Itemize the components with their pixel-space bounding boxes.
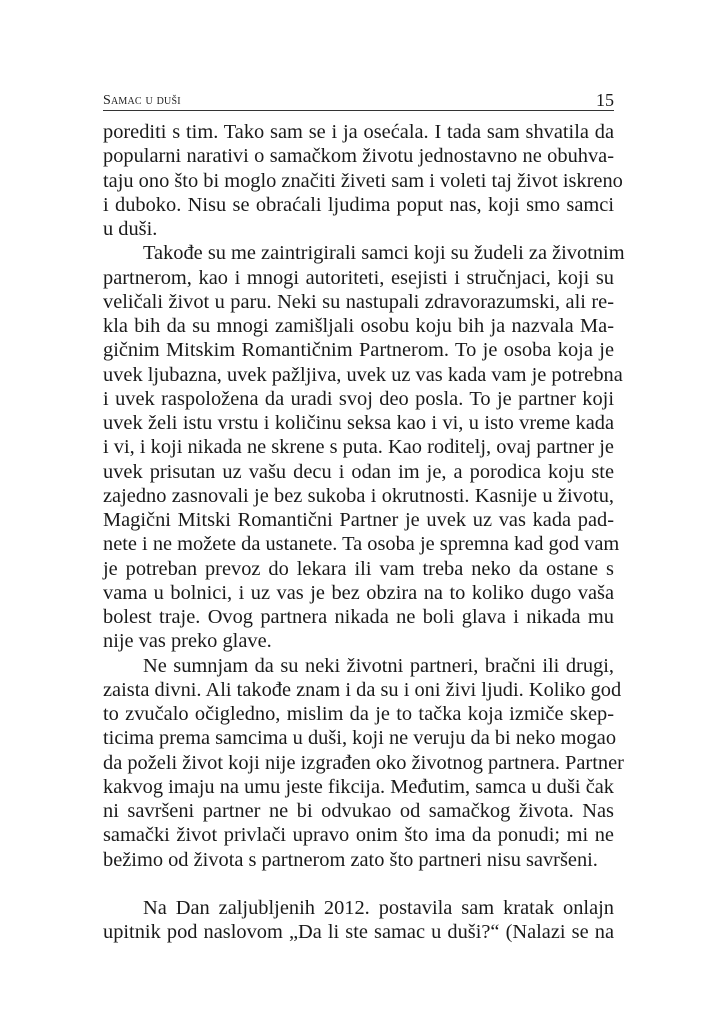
paragraph <box>103 241 625 653</box>
text-line: veličali život u paru. Neki su nastupali zdravorazumski, ali re- <box>103 290 614 313</box>
paragraph <box>103 896 614 945</box>
text-line: Na Dan zaljubljenih 2012. postavila sam kratak onlajn <box>143 896 614 919</box>
text-line: ni savršeni partner ne bi odvukao od samačkog života. Nas <box>103 800 614 822</box>
text-line: u duši. <box>103 218 158 240</box>
text-line: uvek želi istu vrstu i količinu seksa kao i vi, u isto vreme kada <box>103 412 614 434</box>
text-line: taju ono što bi moglo značiti živeti sam i voleti taj život iskreno <box>103 169 623 192</box>
running-title: Samac u duši <box>103 93 181 108</box>
text-line: gičnim Mitskim Romantičnim Partnerom. To je osoba koja je <box>103 339 614 362</box>
text-line: i uvek raspoložena da uradi svoj deo posla. To je partner koji <box>103 387 614 410</box>
text-line: Ne sumnjam da su neki životni partneri, bračni ili drugi, <box>143 654 614 677</box>
text-line: i vi, i koji nikada ne skrene s puta. Kao roditelj, ovaj partner je <box>103 436 614 459</box>
running-header <box>103 88 614 111</box>
text-line: uvek ljubazna, uvek pažljiva, uvek uz vas kada vam je potrebna <box>103 363 623 386</box>
text-line: kakvog imaju na umu jeste fikcija. Međutim, samca u duši čak <box>103 775 614 798</box>
text-line: kla bih da su mnogi zamišljali osobu koju bih ja nazvala Ma- <box>103 315 614 337</box>
text-line: ticima prema samcima u duši, koji ne veruju da bi neko mogao <box>103 727 617 750</box>
text-line: da poželi život koji nije izgrađen oko životnog partnera. Partner <box>103 751 624 774</box>
text-line: zajedno zasnovali je bez sukoba i okrutnosti. Kasnije u životu, <box>103 484 614 507</box>
text-line: uvek prisutan uz vašu decu i odan im je, a porodica koju ste <box>103 460 614 483</box>
text-line: bežimo od života s partnerom zato što partneri nisu savršeni. <box>103 848 598 871</box>
text-line: Magični Mitski Romantični Partner je uvek uz vas kada pad- <box>103 509 614 531</box>
text-line: samački život privlači upravo onim što ima da ponudi; mi ne <box>103 824 614 847</box>
text-line: partnerom, kao i mnogi autoriteti, esejisti i stručnjaci, koji su <box>103 266 614 289</box>
text-line: zaista divni. Ali takođe znam i da su i oni živi ljudi. Koliko god <box>103 678 622 701</box>
text-line: to zvučalo očigledno, mislim da je to tačka koja izmiče skep- <box>103 703 614 725</box>
text-line: porediti s tim. Tako sam se i ja osećala. I tada sam shvatila da <box>103 121 614 143</box>
text-line: je potreban prevoz do lekara ili vam treba neko da ostane s <box>103 557 614 580</box>
text-line: nete i ne možete da ustanete. Ta osoba je spremna kad god vam <box>103 533 620 556</box>
paragraph <box>103 654 624 872</box>
page-number: 15 <box>596 90 614 110</box>
paragraph <box>103 120 623 241</box>
text-line: i duboko. Nisu se obraćali ljudima poput nas, koji smo samci <box>103 193 614 216</box>
text-line: vama u bolnici, i uz vas je bez obzira na to koliko dugo vaša <box>103 581 614 604</box>
text-line: Takođe su me zaintrigirali samci koji su žudeli za životnim <box>143 242 625 265</box>
text-line: popularni narativi o samačkom životu jednostavno ne obuhva- <box>103 145 614 168</box>
body-text <box>103 120 625 944</box>
text-line: nije vas preko glave. <box>103 630 272 653</box>
book-page <box>103 88 625 944</box>
text-line: upitnik pod naslovom „Da li ste samac u duši?“ (Nalazi se na <box>103 921 614 943</box>
text-line: bolest traje. Ovog partnera nikada ne boli glava i nikada mu <box>103 606 614 628</box>
